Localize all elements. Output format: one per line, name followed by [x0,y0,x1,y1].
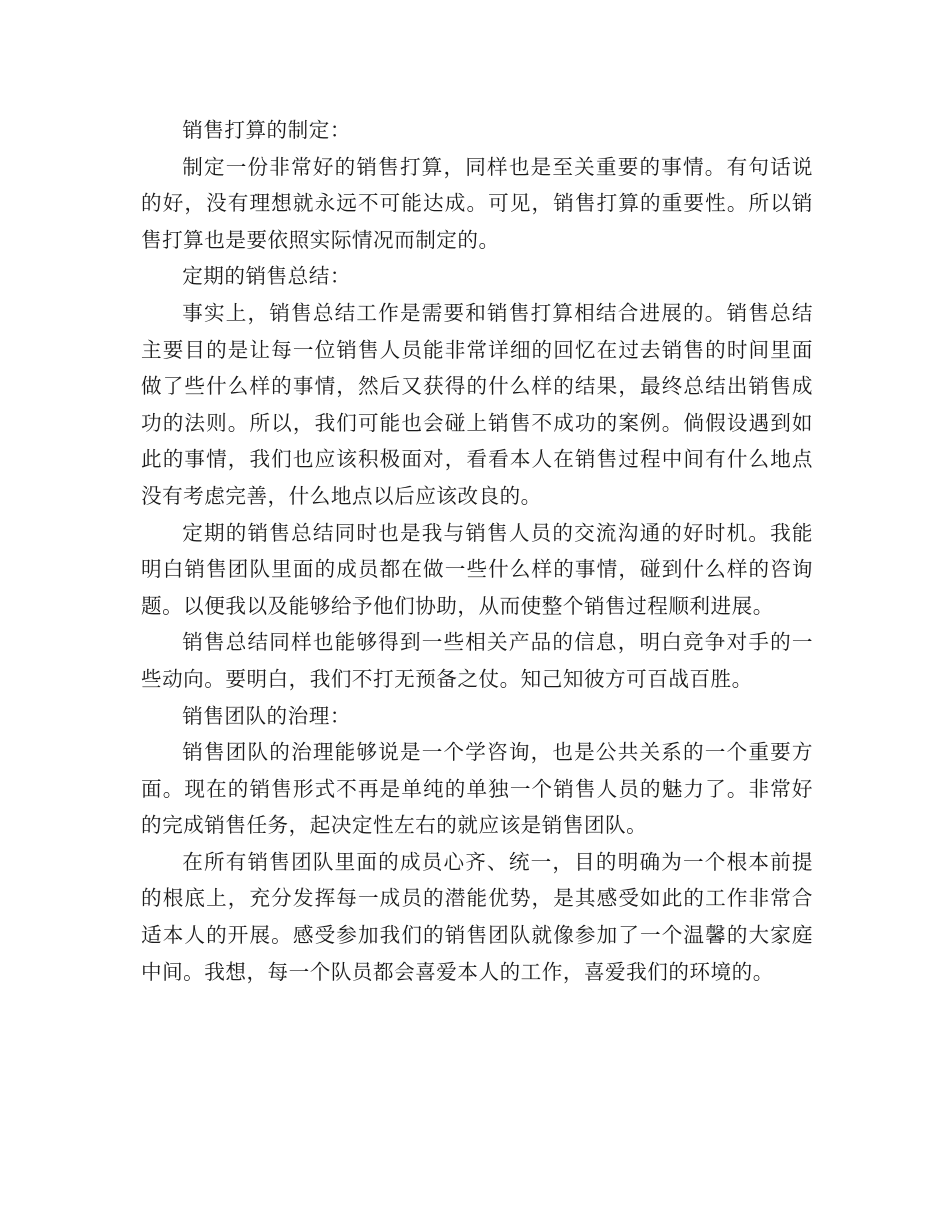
paragraph-sales-summary-communication: 定期的销售总结同时也是我与销售人员的交流沟通的好时机。我能明白销售团队里面的成员都在做一些什么样的事情，碰到什么样的咨询题。以便我以及能够给予他们协助，从而使整个销售过程顺利进展。 [141,520,813,618]
paragraph-sales-summary-purpose: 事实上，销售总结工作是需要和销售打算相结合进展的。销售总结主要目的是让每一位销售人员能非常详细的回忆在过去销售的时间里面做了些什么样的事情，然后又获得的什么样的结果，最终总结出销售成功的法则。所以，我们可能也会碰上销售不成功的案例。倘假设遇到如此的事情，我们也应该积极面对，看看本人在销售过程中间有什么地点没有考虑完善，什么地点以后应该改良的。 [141,300,813,508]
paragraph-sales-summary-competitors: 销售总结同样也能够得到一些相关产品的信息，明白竞争对手的一些动向。要明白，我们不打无预备之仗。知己知彼方可百战百胜。 [141,630,813,691]
paragraph-team-spirit: 在所有销售团队里面的成员心齐、统一，目的明确为一个根本前提的根底上，充分发挥每一成员的潜能优势，是其感受如此的工作非常合适本人的开展。感受参加我们的销售团队就像参加了一个温馨的大家庭中间。我想，每一个队员都会喜爱本人的工作，喜爱我们的环境的。 [141,849,813,984]
paragraph-sales-plan: 制定一份非常好的销售打算，同样也是至关重要的事情。有句话说的好，没有理想就永远不可能达成。可见，销售打算的重要性。所以销售打算也是要依照实际情况而制定的。 [141,154,813,252]
paragraph-team-management: 销售团队的治理能够说是一个学咨询，也是公共关系的一个重要方面。现在的销售形式不再是单纯的单独一个销售人员的魅力了。非常好的完成销售任务，起决定性左右的就应该是销售团队。 [141,740,813,838]
section-heading-sales-summary: 定期的销售总结： [182,264,351,289]
document-body [141,112,813,990]
section-heading-team-management: 销售团队的治理： [182,703,351,728]
section-heading-sales-plan: 销售打算的制定： [182,118,351,142]
